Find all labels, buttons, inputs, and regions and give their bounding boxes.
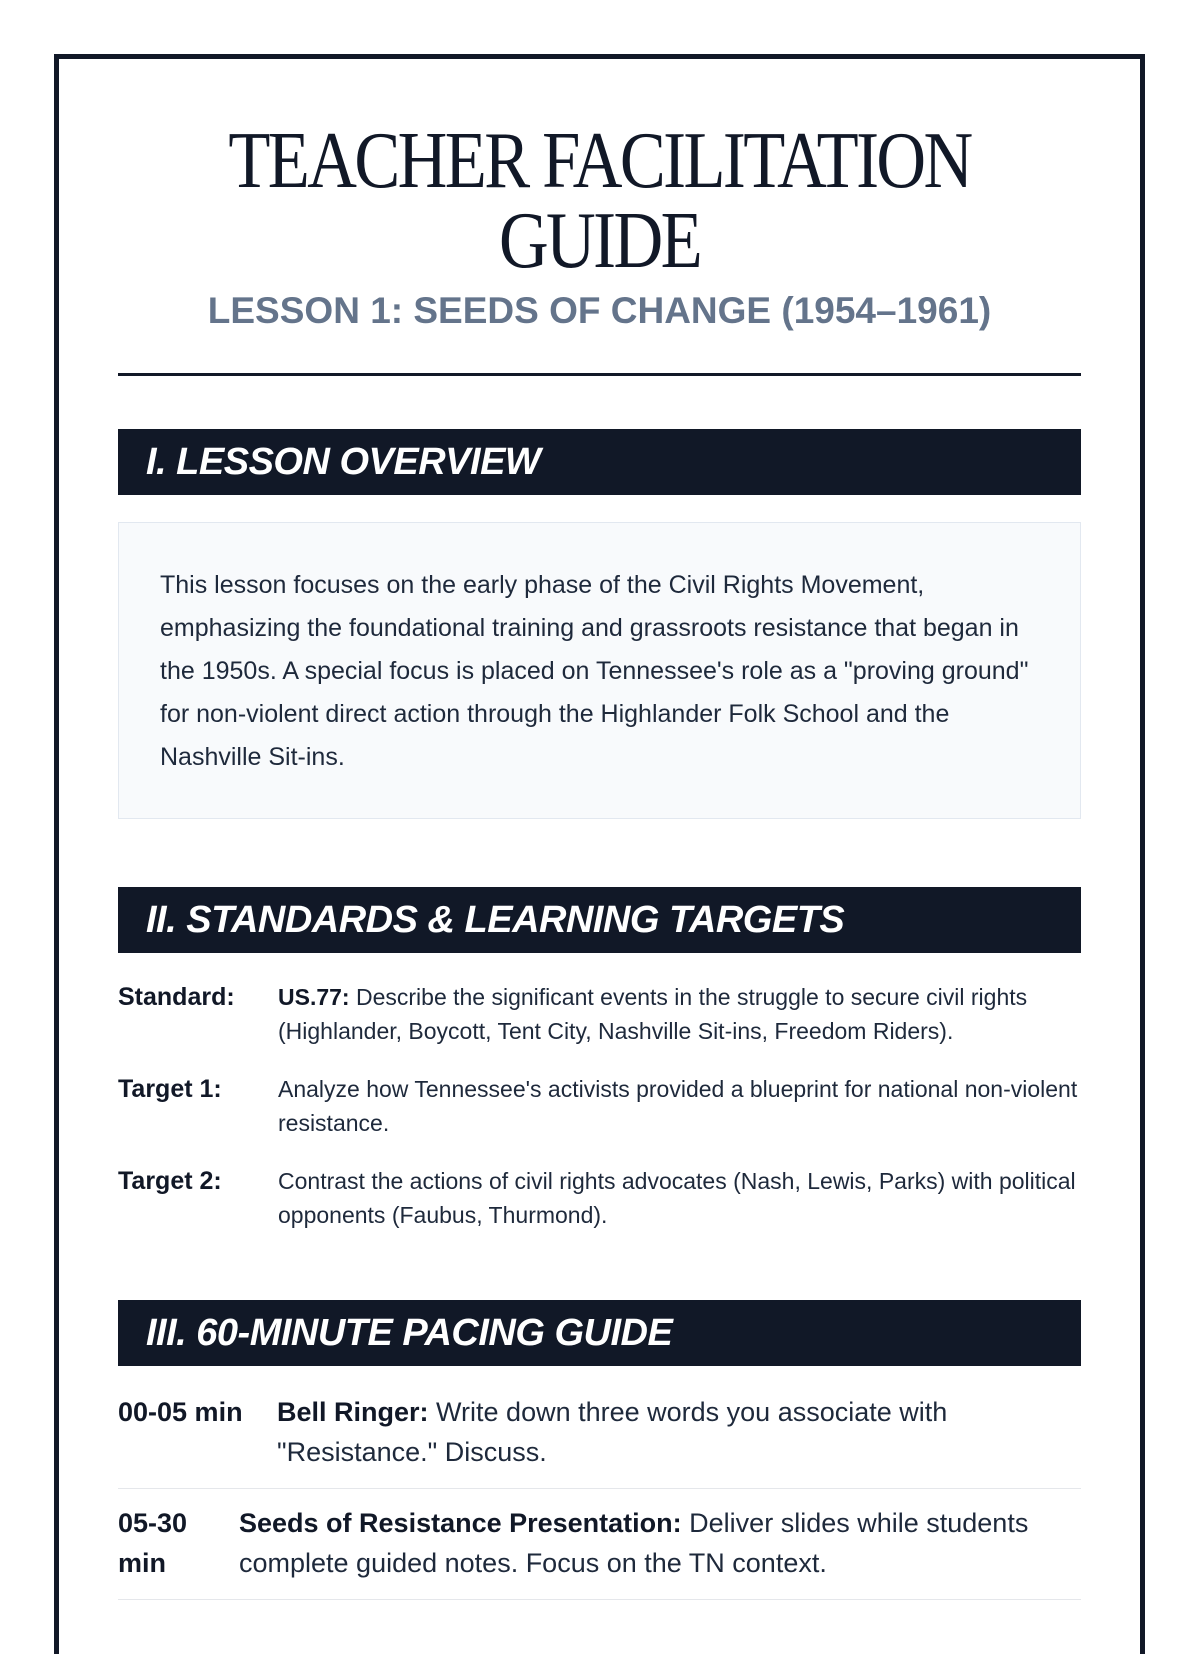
pacing-activity-text: Write down three words you associate with "Resistance." Discuss. bbox=[277, 1397, 948, 1467]
standard-row bbox=[118, 980, 1081, 1048]
target-1-row bbox=[118, 1072, 1081, 1140]
pacing-time: 00-05 min bbox=[118, 1397, 243, 1427]
lesson-subtitle: LESSON 1: SEEDS OF CHANGE (1954–1961) bbox=[207, 290, 992, 331]
target-1-label: Target 1: bbox=[118, 1075, 222, 1103]
standard-label: Standard: bbox=[118, 983, 235, 1011]
section-heading-standards: II. STANDARDS & LEARNING TARGETS bbox=[118, 887, 1081, 953]
target-2-label: Target 2: bbox=[118, 1167, 222, 1195]
pacing-row bbox=[118, 1489, 1081, 1600]
pacing-description bbox=[239, 1503, 1081, 1583]
pacing-row bbox=[118, 1378, 1081, 1489]
document-content bbox=[118, 59, 1081, 1600]
target-1-text: Analyze how Tennessee's activists provided a blueprint for national non-violent resistance. bbox=[278, 1076, 1078, 1136]
document-title: TEACHER FACILITATION GUIDE bbox=[228, 117, 971, 285]
pacing-activity: Seeds of Resistance Presentation: bbox=[239, 1508, 682, 1538]
pacing-description bbox=[277, 1392, 1081, 1472]
target-2-text: Contrast the actions of civil rights advocates (Nash, Lewis, Parks) with political opponents (Faubus, Thurmond). bbox=[278, 1168, 1076, 1228]
overview-text: This lesson focuses on the early phase of the Civil Rights Movement, emphasizing the foundational training and grassroots resistance that began in the 1950s. A special focus is placed on Tennessee's role as a "proving ground" for non-violent direct action through the Highlander Folk School and the Nashville Sit-ins. bbox=[160, 571, 1029, 771]
standard-text bbox=[278, 980, 1081, 1048]
document-page bbox=[54, 54, 1145, 1654]
overview-box bbox=[118, 522, 1081, 819]
standard-description: Describe the significant events in the struggle to secure civil rights (Highlander, Boycott, Tent City, Nashville Sit-ins, Freedom Riders). bbox=[278, 984, 1028, 1044]
pacing-activity-text: Deliver slides while students complete guided notes. Focus on the TN context. bbox=[239, 1508, 1029, 1578]
target-2-row bbox=[118, 1164, 1081, 1232]
pacing-time: 05-30 min bbox=[118, 1508, 188, 1578]
title-divider bbox=[118, 373, 1081, 376]
section-heading-pacing: III. 60-MINUTE PACING GUIDE bbox=[118, 1300, 1081, 1366]
pacing-activity: Bell Ringer: bbox=[277, 1397, 429, 1427]
standard-code: US.77: bbox=[278, 984, 350, 1010]
section-heading-overview: I. LESSON OVERVIEW bbox=[118, 429, 1081, 495]
